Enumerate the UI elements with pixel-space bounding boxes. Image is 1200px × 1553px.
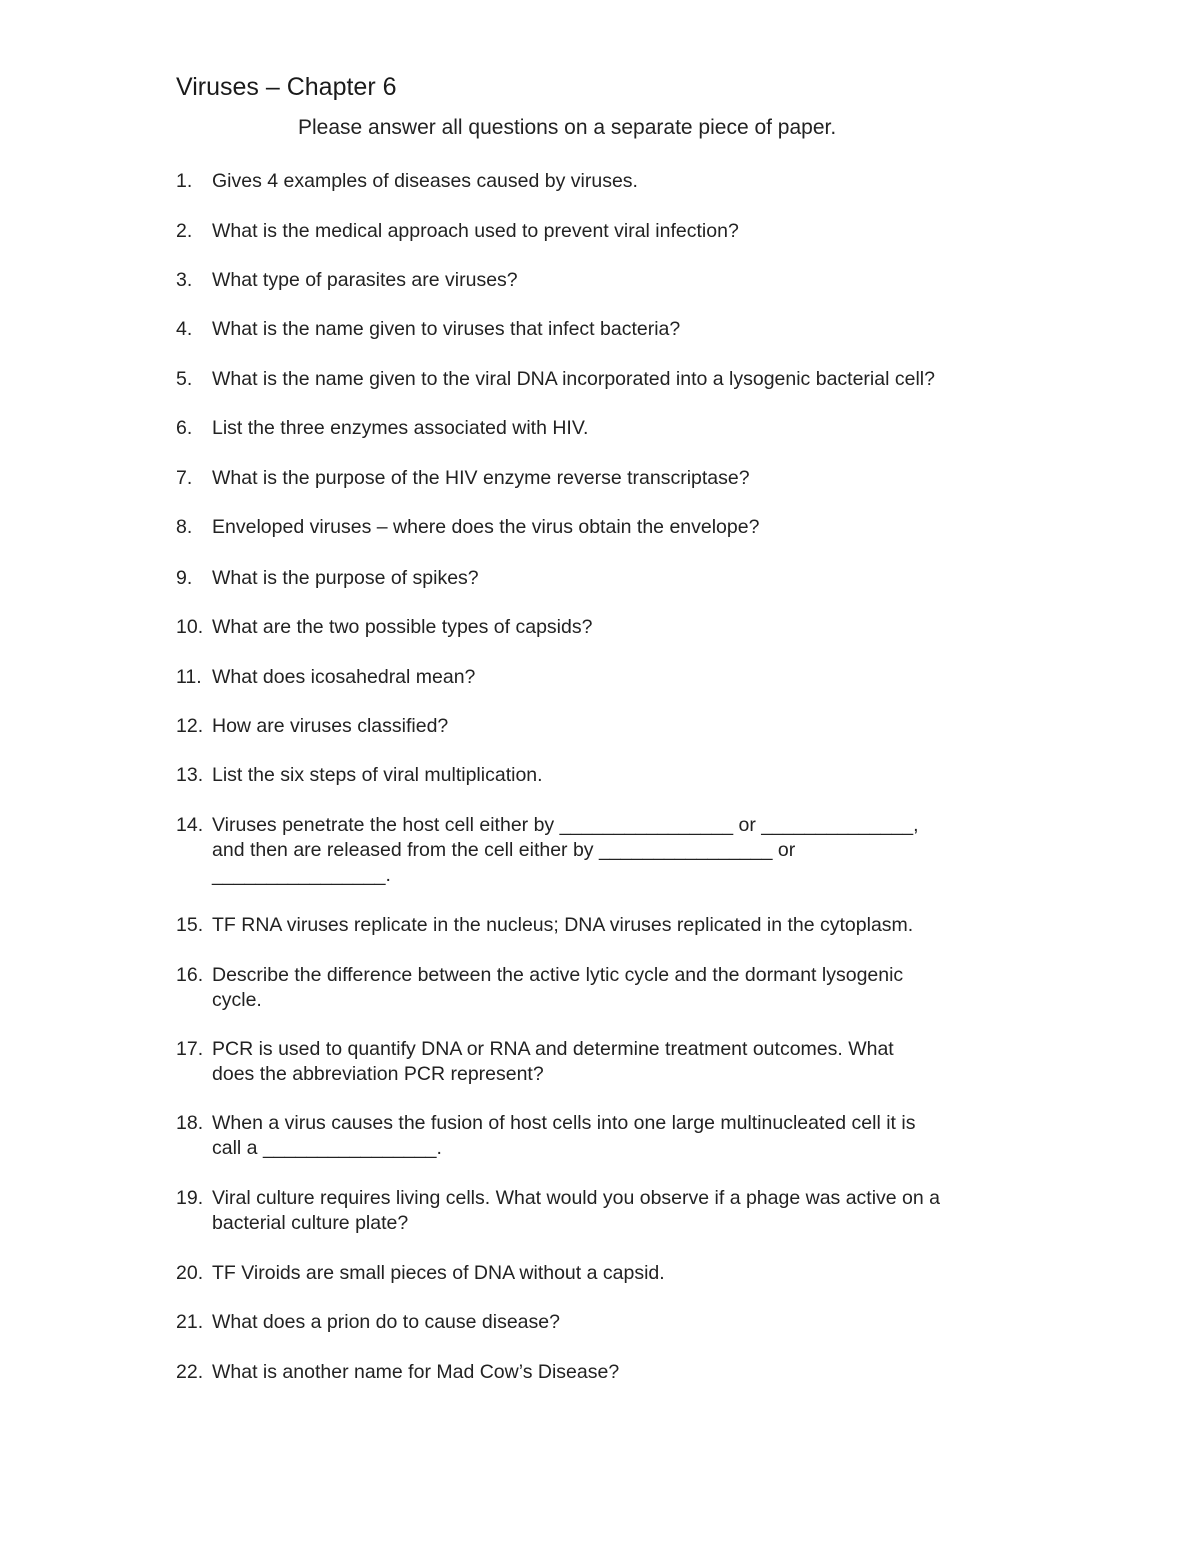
question-text [212, 466, 1036, 491]
question-item [176, 1310, 1036, 1335]
question-text-line: What does icosahedral mean? [212, 666, 476, 688]
question-number: 18. [176, 1112, 204, 1134]
question-text-line: and then are released from the cell either by ________________ or [212, 839, 796, 861]
question-number: 20. [176, 1262, 204, 1284]
question-text-line: What is the name given to viruses that infect bacteria? [212, 318, 681, 340]
question-item [176, 268, 1036, 293]
question-text-line: What is the name given to the viral DNA incorporated into a lysogenic bacterial cell? [212, 368, 935, 390]
question-text-line: Viral culture requires living cells. What would you observe if a phage was active on a [212, 1187, 941, 1209]
question-number: 19. [176, 1187, 204, 1209]
question-item [176, 1186, 1036, 1236]
question-item [176, 515, 1036, 540]
question-number: 9. [176, 567, 193, 589]
question-text-line: When a virus causes the fusion of host cells into one large multinucleated cell it is [212, 1112, 916, 1134]
question-text-line: TF Viroids are small pieces of DNA without a capsid. [212, 1262, 665, 1284]
question-text-line: cycle. [212, 989, 262, 1011]
question-text [212, 219, 1036, 244]
question-text [212, 913, 1036, 938]
question-number: 21. [176, 1311, 204, 1333]
question-text [212, 566, 1036, 591]
question-number: 7. [176, 467, 193, 489]
question-text-line: What is the purpose of the HIV enzyme reverse transcriptase? [212, 467, 750, 489]
question-number: 11. [176, 666, 202, 688]
question-text [212, 1111, 1036, 1161]
question-text-line: List the three enzymes associated with HIV. [212, 417, 589, 439]
question-item [176, 913, 1036, 938]
question-text [212, 367, 1036, 392]
instructions: Please answer all questions on a separate piece of paper. [298, 116, 837, 139]
question-text-line: Gives 4 examples of diseases caused by viruses. [212, 170, 638, 192]
question-text [212, 714, 1036, 739]
question-text [212, 1186, 1036, 1236]
question-text [212, 268, 1036, 293]
question-text [212, 1037, 1036, 1087]
question-item [176, 714, 1036, 739]
question-item [176, 1037, 1036, 1087]
question-text-line: What is the purpose of spikes? [212, 567, 479, 589]
question-text [212, 665, 1036, 690]
question-text [212, 963, 1036, 1013]
question-number: 22. [176, 1361, 204, 1383]
question-text [212, 763, 1036, 788]
question-number: 5. [176, 368, 193, 390]
question-number: 10. [176, 616, 204, 638]
question-text-line: does the abbreviation PCR represent? [212, 1063, 544, 1085]
question-item [176, 963, 1036, 1013]
question-item [176, 416, 1036, 441]
question-number: 17. [176, 1038, 204, 1060]
question-text [212, 169, 1036, 194]
question-number: 12. [176, 715, 204, 737]
question-item [176, 169, 1036, 194]
question-text [212, 416, 1036, 441]
question-text-line: PCR is used to quantify DNA or RNA and determine treatment outcomes. What [212, 1038, 894, 1060]
question-text-line: What is the medical approach used to prevent viral infection? [212, 220, 739, 242]
question-text-line: What are the two possible types of capsids? [212, 616, 593, 638]
question-text [212, 1261, 1036, 1286]
question-text [212, 1360, 1036, 1385]
question-item [176, 566, 1036, 591]
question-text-line: What is another name for Mad Cow’s Disease? [212, 1361, 620, 1383]
question-text-line: call a ________________. [212, 1137, 442, 1159]
question-item [176, 665, 1036, 690]
question-item [176, 466, 1036, 491]
question-text [212, 1310, 1036, 1335]
question-item [176, 367, 1036, 392]
question-text [212, 317, 1036, 342]
question-text-line: What does a prion do to cause disease? [212, 1311, 560, 1333]
question-number: 14. [176, 814, 204, 836]
question-item [176, 317, 1036, 342]
question-number: 8. [176, 516, 193, 538]
question-text-line: bacterial culture plate? [212, 1212, 409, 1234]
question-number: 13. [176, 764, 204, 786]
question-number: 16. [176, 964, 204, 986]
question-number: 1. [176, 170, 193, 192]
question-text-line: Describe the difference between the active lytic cycle and the dormant lysogenic [212, 964, 904, 986]
question-text-line: Viruses penetrate the host cell either by ________________ or ______________, [212, 814, 919, 836]
question-item [176, 763, 1036, 788]
question-item [176, 1360, 1036, 1385]
page-title: Viruses – Chapter 6 [176, 73, 397, 101]
question-text-line: Enveloped viruses – where does the virus obtain the envelope? [212, 516, 760, 538]
question-text-line: How are viruses classified? [212, 715, 449, 737]
question-number: 15. [176, 914, 204, 936]
question-item [176, 813, 1036, 888]
question-item [176, 219, 1036, 244]
question-number: 2. [176, 220, 193, 242]
question-number: 4. [176, 318, 193, 340]
question-text [212, 615, 1036, 640]
question-text-line: List the six steps of viral multiplication. [212, 764, 543, 786]
question-text-line: TF RNA viruses replicate in the nucleus; DNA viruses replicated in the cytoplasm. [212, 914, 914, 936]
question-item [176, 615, 1036, 640]
question-text [212, 515, 1036, 540]
question-number: 6. [176, 417, 193, 439]
question-text-line: What type of parasites are viruses? [212, 269, 518, 291]
question-number: 3. [176, 269, 193, 291]
question-text-line: ________________. [212, 864, 391, 886]
question-text [212, 813, 1036, 888]
question-item [176, 1111, 1036, 1161]
question-item [176, 1261, 1036, 1286]
